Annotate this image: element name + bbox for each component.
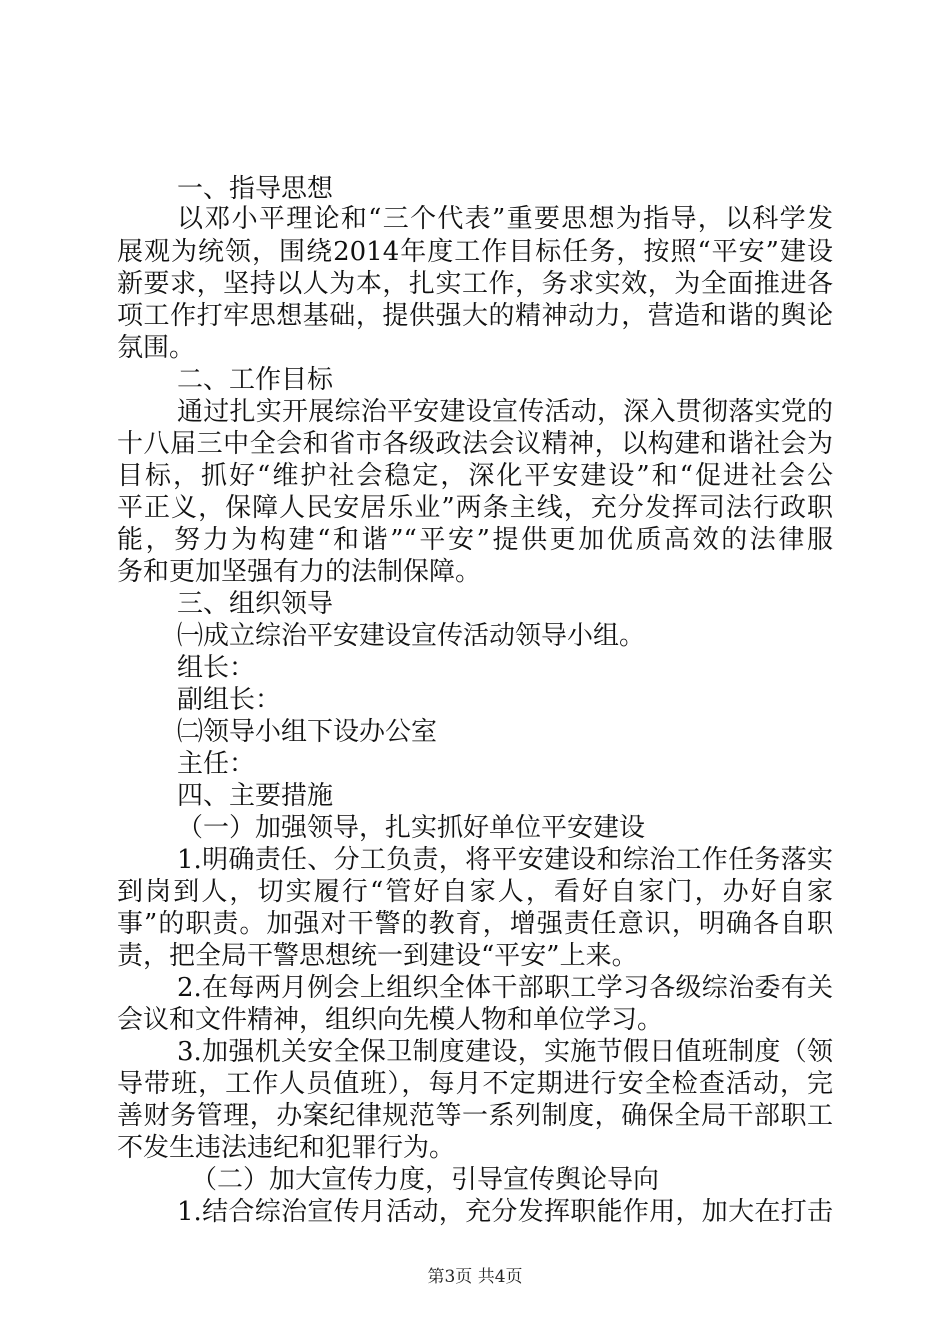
paragraph-line: 善财务管理，办案纪律规范等一系列制度，确保全局干部职工 xyxy=(117,1101,833,1131)
paragraph-line: 到岗到人，切实履行“管好自家人，看好自家门，办好自家 xyxy=(117,877,833,907)
paragraph-line: 项工作打牢思想基础，提供强大的精神动力，营造和谐的舆论 xyxy=(117,301,833,331)
deputy-leader-label: 副组长： xyxy=(177,685,282,715)
paragraph-line: 通过扎实开展综治平安建设宣传活动，深入贯彻落实党的 xyxy=(177,397,833,427)
paragraph-line: 3.加强机关安全保卫制度建设，实施节假日值班制度（领 xyxy=(177,1037,833,1067)
paragraph-line: 2.在每两月例会上组织全体干部职工学习各级综治委有关 xyxy=(177,973,833,1003)
paragraph-line: ㈠成立综治平安建设宣传活动领导小组。 xyxy=(177,621,646,651)
paragraph-line: 导带班，工作人员值班），每月不定期进行安全检查活动，完 xyxy=(117,1069,833,1099)
director-label: 主任： xyxy=(177,749,256,779)
paragraph-line: 以邓小平理论和“三个代表”重要思想为指导，以科学发 xyxy=(177,204,833,234)
heading-guiding-thought: 一、指导思想 xyxy=(177,174,334,204)
paragraph-line: 不发生违法违纪和犯罪行为。 xyxy=(117,1133,456,1163)
paragraph-line: 目标，抓好“维护社会稳定，深化平安建设”和“促进社会公 xyxy=(117,461,833,491)
paragraph-line: 氛围。 xyxy=(117,333,196,363)
subheading: （二）加大宣传力度，引导宣传舆论导向 xyxy=(191,1165,660,1195)
paragraph-line: 平正义，保障人民安居乐业”两条主线，充分发挥司法行政职 xyxy=(117,493,833,523)
paragraph-line: 十八届三中全会和省市各级政法会议精神，以构建和谐社会为 xyxy=(117,429,833,459)
paragraph-line: ㈡领导小组下设办公室 xyxy=(177,717,438,747)
subheading: （一）加强领导，扎实抓好单位平安建设 xyxy=(177,813,646,843)
paragraph-line: 1.明确责任、分工负责，将平安建设和综治工作任务落实 xyxy=(177,845,833,875)
group-leader-label: 组长： xyxy=(177,653,256,683)
paragraph-line: 务和更加坚强有力的法制保障。 xyxy=(117,557,482,587)
paragraph-line: 会议和文件精神，组织向先模人物和单位学习。 xyxy=(117,1005,664,1035)
page-number-footer: 第3页 共4页 xyxy=(427,1267,523,1287)
paragraph-line: 新要求，坚持以人为本，扎实工作，务求实效，为全面推进各 xyxy=(117,269,833,299)
paragraph-line: 责，把全局干警思想统一到建设“平安”上来。 xyxy=(117,941,638,971)
heading-organization: 三、组织领导 xyxy=(177,589,334,619)
paragraph-line: 能，努力为构建“和谐”“平安”提供更加优质高效的法律服 xyxy=(117,525,833,555)
paragraph-line: 1.结合综治宣传月活动，充分发挥职能作用，加大在打击 xyxy=(177,1197,833,1227)
paragraph-line: 展观为统领，围绕2014年度工作目标任务，按照“平安”建设 xyxy=(117,237,833,267)
heading-main-measures: 四、主要措施 xyxy=(177,781,334,811)
heading-work-goals: 二、工作目标 xyxy=(177,365,334,395)
paragraph-line: 事”的职责。加强对干警的教育，增强责任意识，明确各自职 xyxy=(117,909,833,939)
